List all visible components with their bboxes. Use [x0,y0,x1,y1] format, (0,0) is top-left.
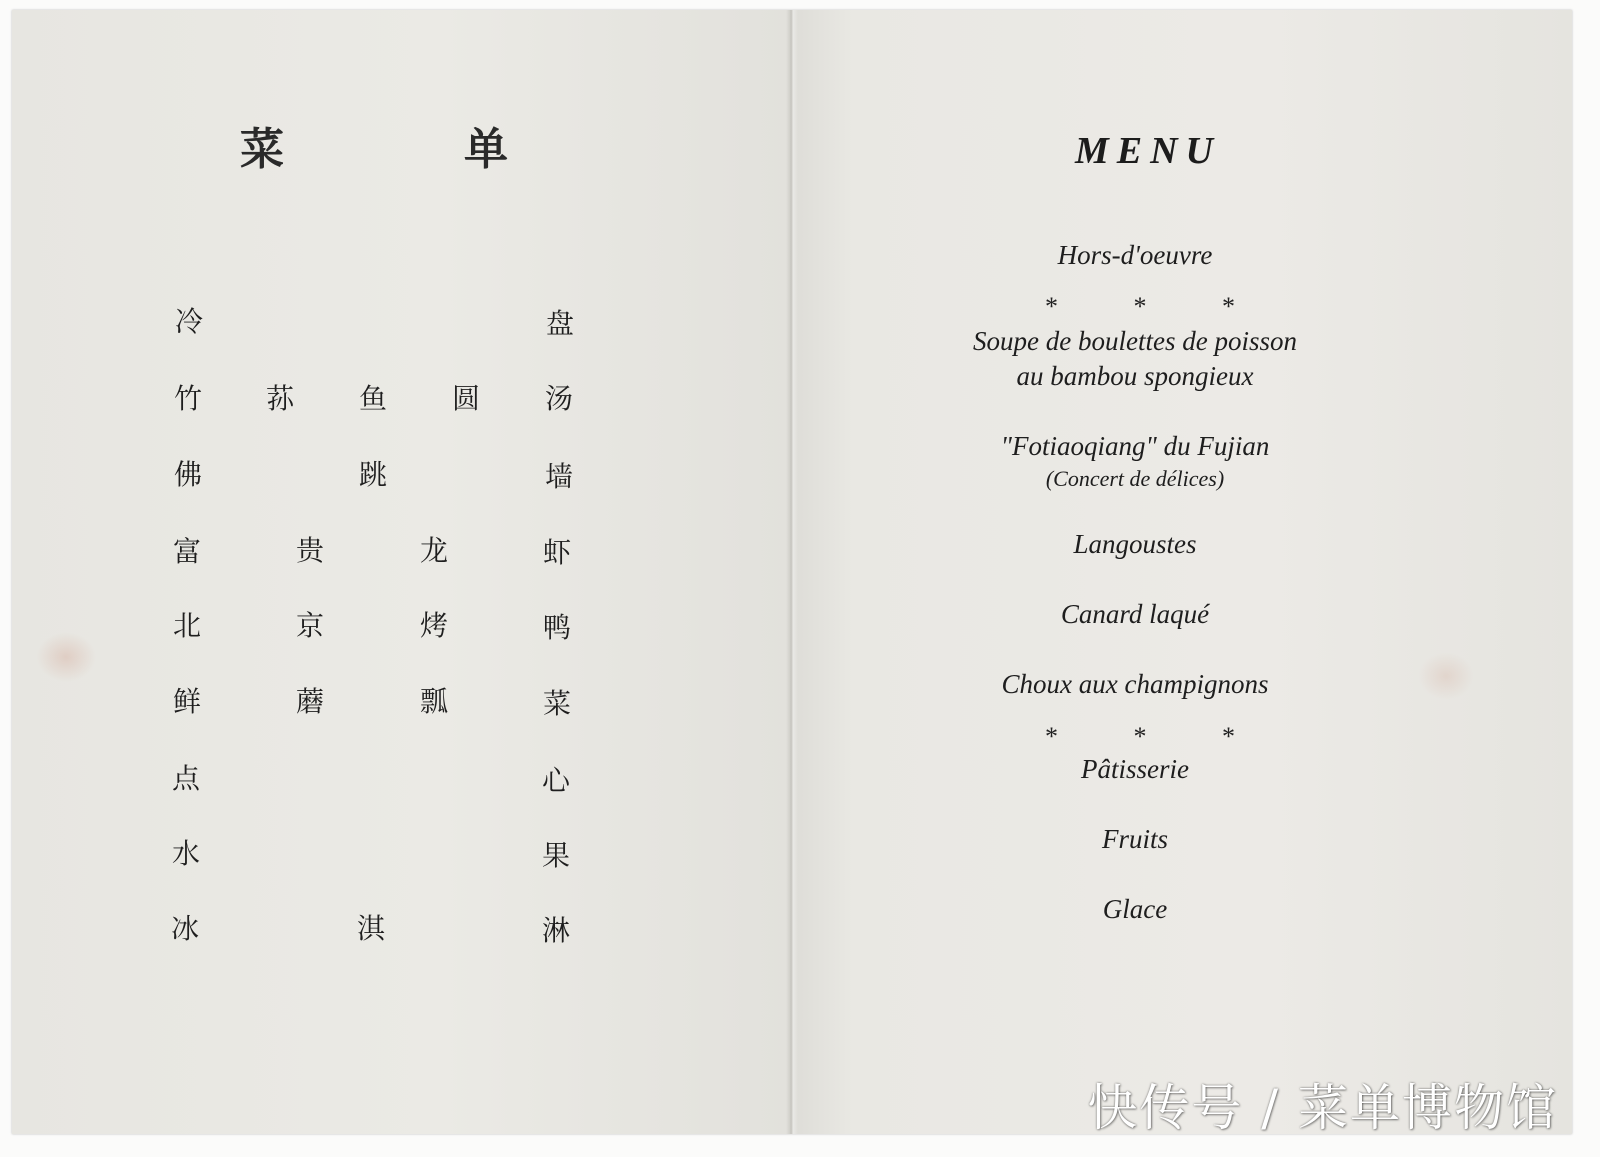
dish-char: 烤 [419,609,448,642]
dish-fruits: Fruits [1101,824,1168,854]
dish-char: 菜 [542,687,571,720]
dish-patisserie: Pâtisserie [1081,754,1189,784]
dish-fotiaoqiang-note: (Concert de délices) [1045,466,1225,491]
dish-char: 冷 [174,305,203,338]
dish-glace: Glace [1102,894,1168,924]
dish-char: 蘑 [295,685,324,718]
menu-title: MENU [1074,130,1222,172]
star: * [1222,292,1235,321]
star: * [1222,722,1235,751]
dish-langoustes: Langoustes [1073,529,1197,559]
star: * [1133,722,1147,751]
dish-char: 心 [541,764,570,797]
star-separator [1045,722,1235,752]
star: * [1133,292,1147,321]
star-separator [1045,292,1235,322]
dish-char: 贵 [295,534,324,567]
dish-char: 虾 [542,536,571,569]
center-fold [786,10,798,1134]
dish-canard: Canard laqué [1060,599,1210,629]
dish-char: 果 [541,839,570,872]
dish-char: 竹 [173,382,202,415]
dish-char: 点 [171,762,200,795]
chinese-title-char: 菜 [240,124,284,175]
folded-menu-card [12,10,1572,1134]
watermark: 快传号 / 菜单博物馆 [1087,1079,1558,1137]
dish-char: 荪 [265,382,294,415]
dish-char: 冰 [170,912,199,945]
dish-char: 墙 [544,460,573,493]
dish-char: 鲜 [172,685,201,718]
dish-char: 汤 [544,382,573,415]
dish-char: 淋 [541,914,570,947]
dish-char: 盘 [545,307,574,340]
dish-char: 鱼 [358,382,387,415]
paper-stain [1418,652,1474,700]
dish-char: 圆 [451,382,480,415]
dish-char: 佛 [173,458,202,491]
dish-char: 富 [172,535,201,568]
dish-char: 跳 [358,458,387,491]
dish-char: 水 [171,837,200,870]
left-page-chinese [12,10,790,1134]
chinese-title-char: 单 [464,124,508,175]
dish-soupe-line2: au bambou spongieux [1016,361,1254,391]
paper-stain [36,632,96,682]
dish-choux: Choux aux champignons [1001,669,1269,699]
dish-char: 北 [172,609,201,642]
dish-hors-doeuvre: Hors-d'oeuvre [1057,240,1213,270]
dish-char: 瓢 [419,685,448,718]
star: * [1045,722,1058,751]
star: * [1045,292,1058,321]
dish-char: 淇 [356,912,385,945]
dish-char: 鸭 [542,611,571,644]
dish-soupe-line1: Soupe de boulettes de poisson [973,326,1297,356]
dish-char: 龙 [419,534,448,567]
right-page-french [790,10,1572,1134]
dish-char: 京 [295,609,324,642]
dish-fotiaoqiang: "Fotiaoqiang" du Fujian [1000,431,1270,461]
